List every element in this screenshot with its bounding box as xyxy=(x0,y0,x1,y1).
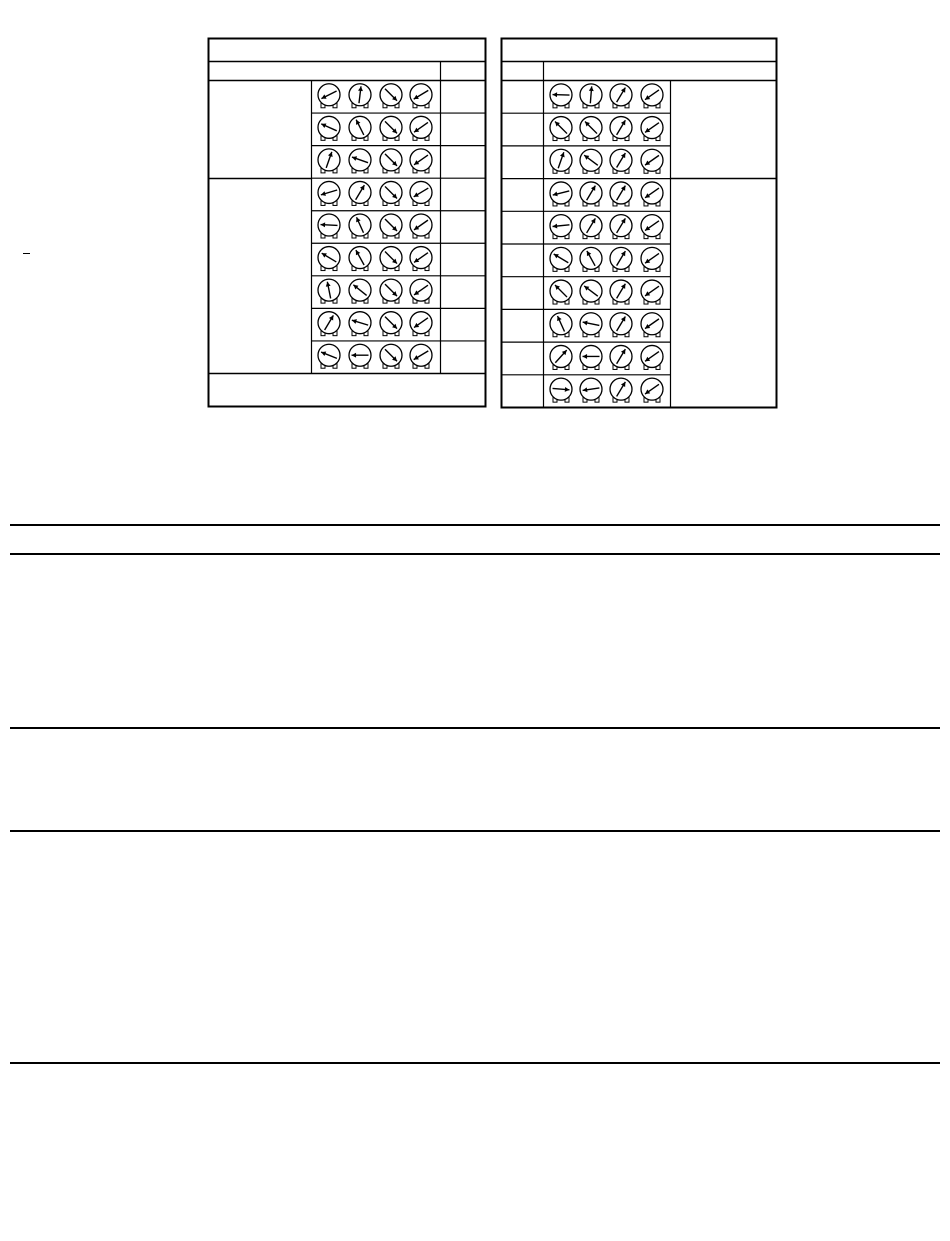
meter-dial-icon xyxy=(318,84,340,108)
meter-dial-icon xyxy=(410,312,432,336)
meter-dial-icon xyxy=(580,182,602,206)
meter-dial-icon xyxy=(349,312,371,336)
meter-dial-icon xyxy=(610,247,632,271)
meter-dial-icon xyxy=(318,312,340,336)
section-rule-2 xyxy=(10,727,940,729)
meter-dial-icon xyxy=(349,279,371,303)
meter-dial-icon xyxy=(410,279,432,303)
meter-dial-icon xyxy=(410,344,432,368)
meter-dial-icon xyxy=(349,344,371,368)
meter-dial-icon xyxy=(349,84,371,108)
meter-dial-icon xyxy=(641,215,663,239)
meter-dial-icon xyxy=(641,313,663,337)
meter-dial-icon xyxy=(349,116,371,140)
meter-dial-icon xyxy=(550,280,572,304)
meter-dial-icon xyxy=(641,182,663,206)
meter-dial-icon xyxy=(550,247,572,271)
meter-dial-icon xyxy=(318,149,340,173)
meter-dial-icon xyxy=(318,181,340,205)
meter-reading-tables xyxy=(0,0,950,430)
meter-dial-icon xyxy=(610,378,632,402)
meter-dial-icon xyxy=(580,345,602,369)
meter-dial-icon xyxy=(550,182,572,206)
meter-dial-icon xyxy=(641,117,663,141)
meter-dial-icon xyxy=(550,117,572,141)
meter-dial-icon xyxy=(380,214,402,238)
meter-dial-icon xyxy=(580,313,602,337)
meter-dial-icon xyxy=(610,313,632,337)
meter-dial-icon xyxy=(410,149,432,173)
meter-dial-icon xyxy=(641,345,663,369)
meter-dial-icon xyxy=(380,116,402,140)
meter-dial-icon xyxy=(318,344,340,368)
meter-dial-icon xyxy=(410,214,432,238)
left-dial-grid xyxy=(318,84,432,368)
meter-dial-icon xyxy=(380,84,402,108)
meter-dial-icon xyxy=(380,181,402,205)
meter-dial-icon xyxy=(318,279,340,303)
meter-dial-icon xyxy=(580,247,602,271)
meter-dial-icon xyxy=(580,149,602,173)
meter-dial-icon xyxy=(610,84,632,108)
meter-dial-icon xyxy=(349,181,371,205)
meter-dial-icon xyxy=(380,149,402,173)
meter-dial-icon xyxy=(580,378,602,402)
meter-dial-icon xyxy=(380,344,402,368)
section-rule-top xyxy=(10,524,940,526)
right-dial-grid xyxy=(550,84,663,402)
meter-dial-icon xyxy=(349,247,371,271)
meter-dial-icon xyxy=(410,84,432,108)
meter-dial-icon xyxy=(641,378,663,402)
meter-dial-icon xyxy=(580,280,602,304)
meter-dial-icon xyxy=(610,280,632,304)
meter-dial-icon xyxy=(641,280,663,304)
meter-dial-icon xyxy=(550,313,572,337)
meter-dial-icon xyxy=(318,214,340,238)
meter-dial-icon xyxy=(318,247,340,271)
meter-dial-icon xyxy=(550,378,572,402)
meter-dial-icon xyxy=(550,215,572,239)
meter-dial-icon xyxy=(580,117,602,141)
meter-dial-icon xyxy=(380,312,402,336)
right-meter-table xyxy=(502,39,777,408)
meter-dial-icon xyxy=(610,215,632,239)
meter-dial-icon xyxy=(380,247,402,271)
meter-dial-icon xyxy=(610,149,632,173)
meter-dial-icon xyxy=(641,149,663,173)
section-rule-4 xyxy=(10,1062,940,1064)
meter-dial-icon xyxy=(550,84,572,108)
meter-dial-icon xyxy=(610,117,632,141)
meter-dial-icon xyxy=(610,345,632,369)
meter-dial-icon xyxy=(318,116,340,140)
meter-dial-icon xyxy=(410,181,432,205)
meter-dial-icon xyxy=(349,149,371,173)
meter-dial-icon xyxy=(550,149,572,173)
meter-dial-icon xyxy=(610,182,632,206)
meter-dial-icon xyxy=(641,247,663,271)
meter-dial-icon xyxy=(349,214,371,238)
left-meter-table xyxy=(209,39,486,407)
meter-dial-icon xyxy=(641,84,663,108)
meter-dial-icon xyxy=(410,116,432,140)
meter-dial-icon xyxy=(550,345,572,369)
meter-dial-icon xyxy=(410,247,432,271)
section-rule-3 xyxy=(10,830,940,832)
meter-dial-icon xyxy=(380,279,402,303)
meter-dial-icon xyxy=(580,84,602,108)
section-rule-1 xyxy=(10,553,940,555)
meter-dial-icon xyxy=(580,215,602,239)
